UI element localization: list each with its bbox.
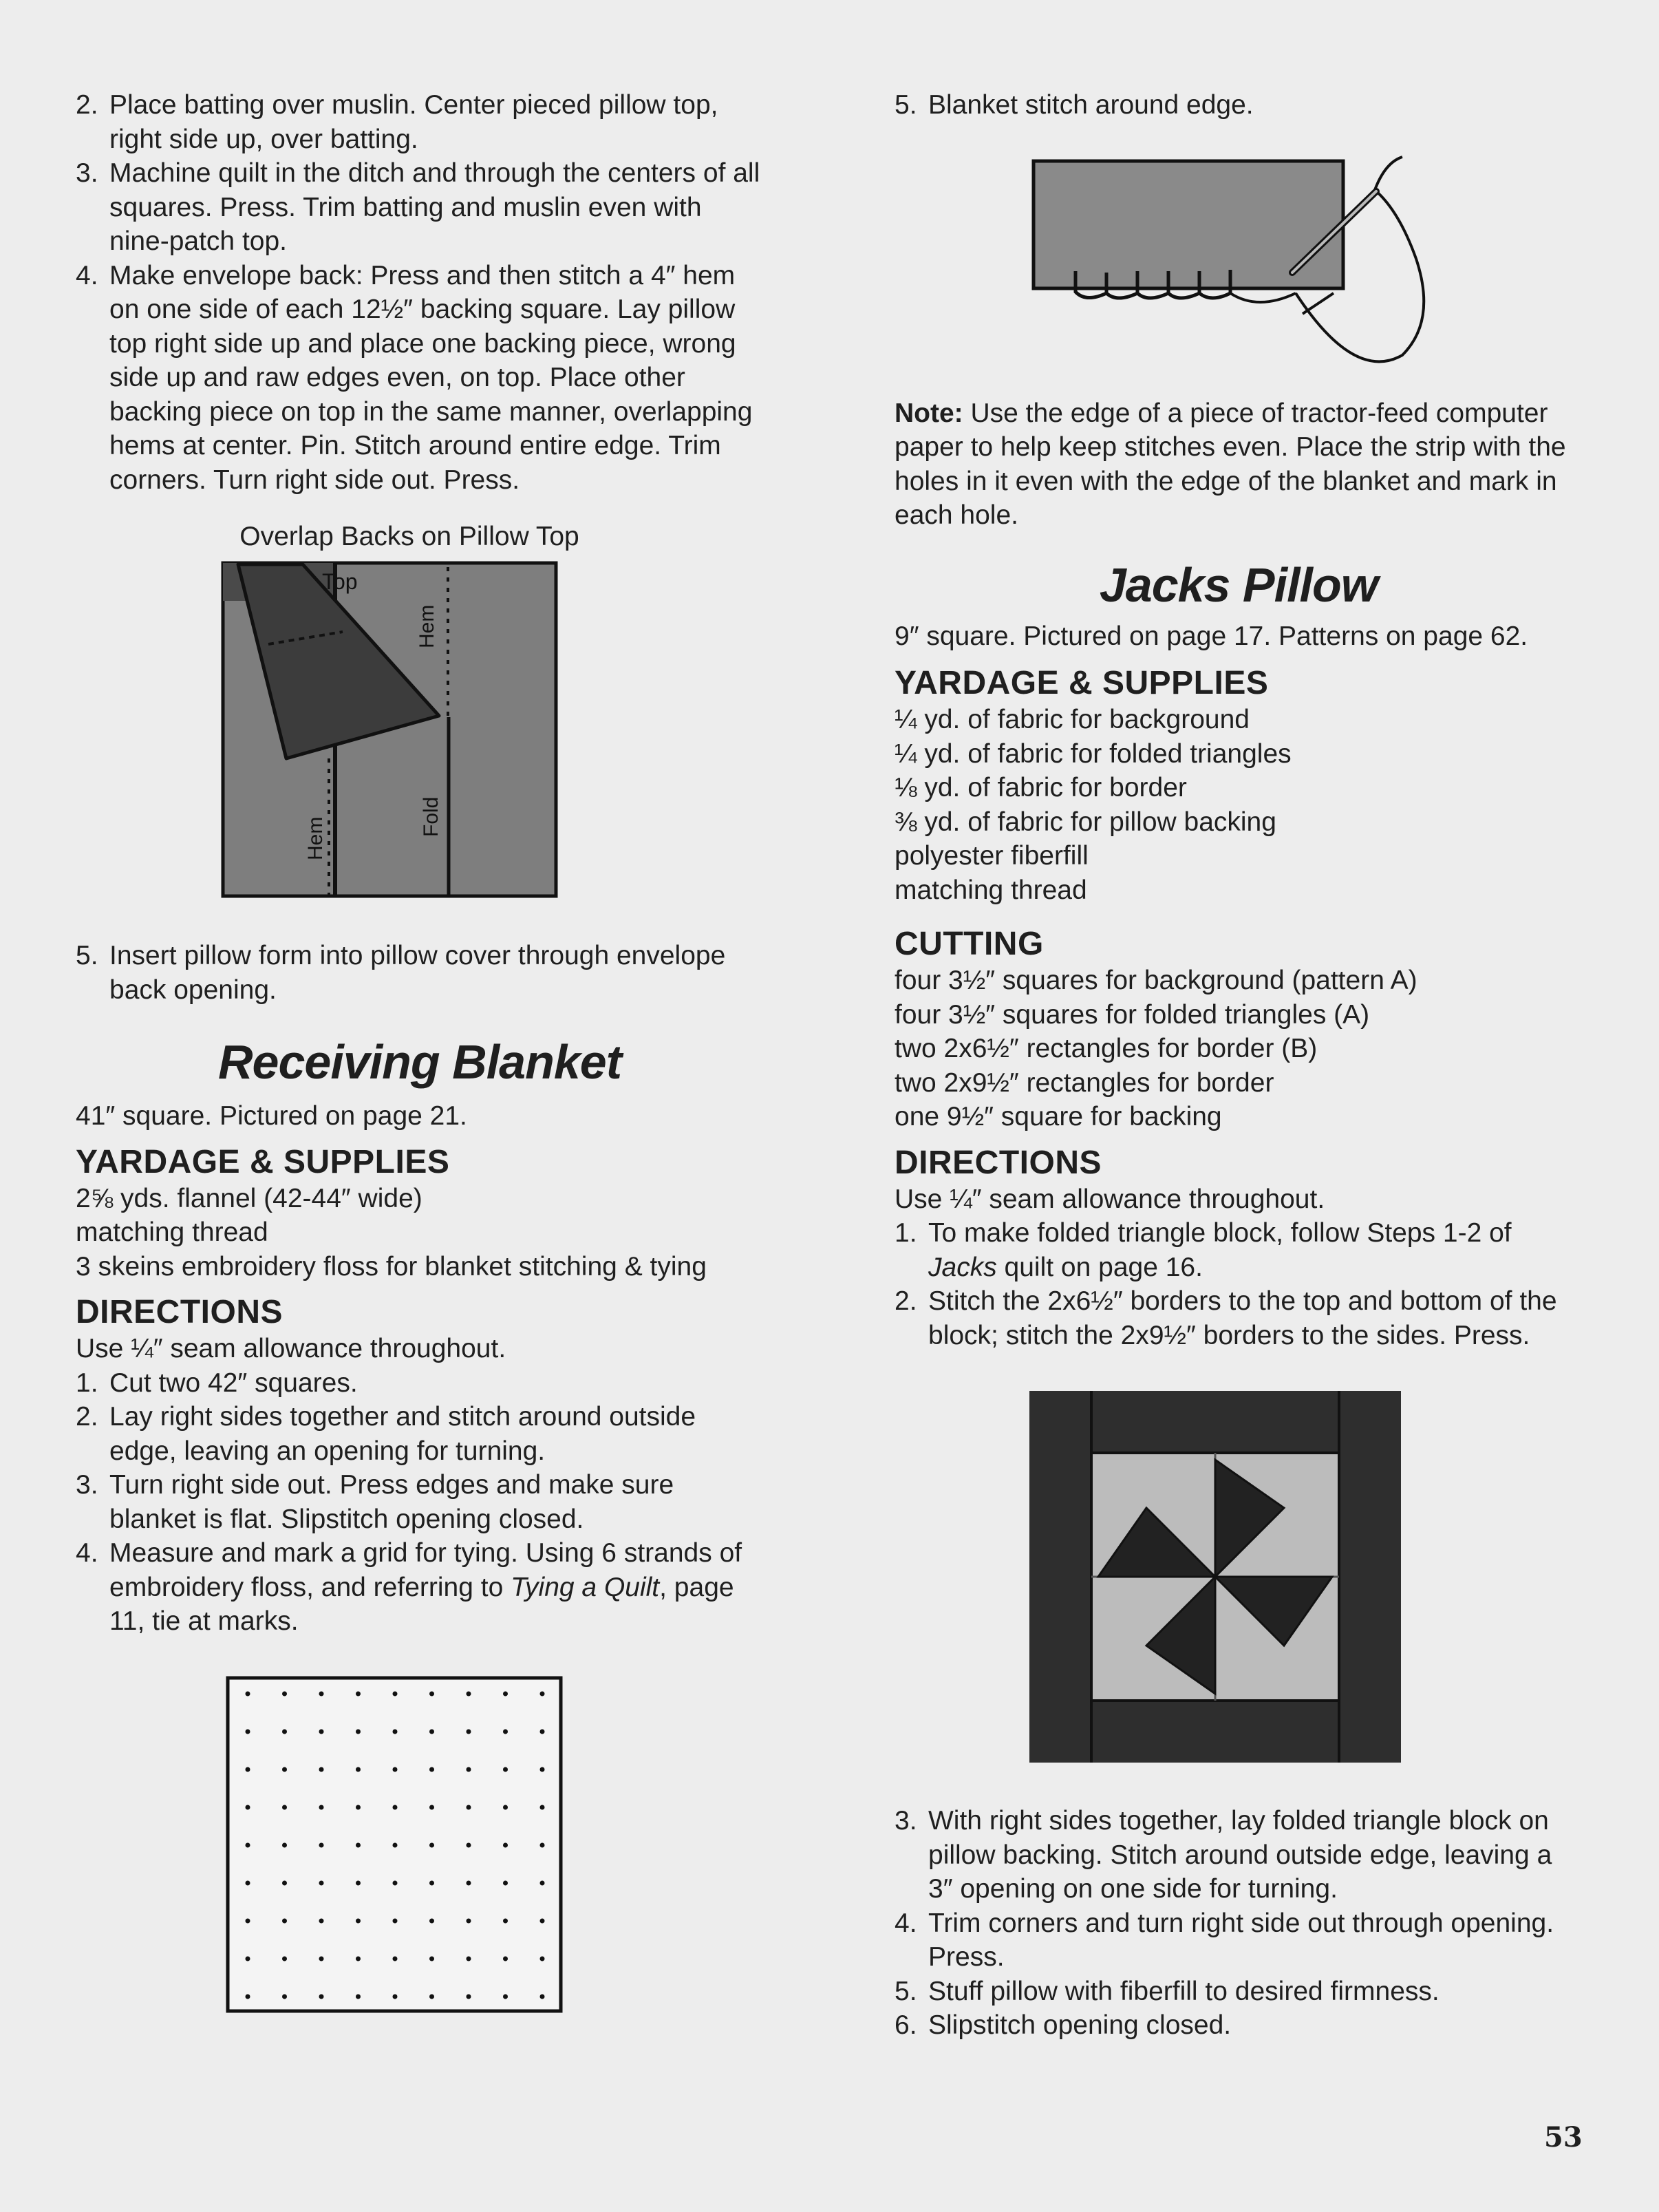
tying-mark-dot	[540, 1805, 545, 1809]
step-number: 2.	[895, 1286, 917, 1316]
tying-mark-dot	[319, 1691, 324, 1696]
tying-mark-dot	[429, 1767, 434, 1772]
tying-mark-dot	[282, 1842, 287, 1847]
jacks-block-diagram	[1029, 1391, 1401, 1763]
note-text: Use the edge of a piece of tractor-feed computer paper to help keep stitches even. Place the strip with the holes in it even with the edge of the blanket and mark in each hole.	[895, 398, 1566, 530]
diagram-caption: Overlap Backs on Pillow Top	[239, 522, 579, 551]
list-item: four 3½″ squares for background (pattern A)	[895, 966, 1417, 995]
list-item	[895, 1216, 1583, 1284]
step-text-after: quilt on page 16.	[996, 1252, 1203, 1282]
tying-mark-dot	[282, 1729, 287, 1734]
tying-mark-dot	[393, 1805, 398, 1809]
step-text: With right sides together, lay folded triangle block on pillow backing. Stitch around outside edge, leaving a 3″ opening on one side for turning.	[928, 1806, 1552, 1904]
tying-mark-dot	[429, 1918, 434, 1923]
blanket-stitch-diagram	[1031, 156, 1444, 376]
tying-mark-dot	[246, 1880, 250, 1885]
list-item: two 2x6½″ rectangles for border (B)	[895, 1034, 1318, 1063]
tying-grid-diagram	[226, 1676, 563, 2013]
list-item: ⅛ yd. of fabric for border	[895, 773, 1187, 802]
list-item	[895, 1975, 1583, 2009]
tying-mark-dot	[246, 1767, 250, 1772]
tying-mark-dot	[282, 1956, 287, 1961]
tying-mark-dot	[503, 1956, 508, 1961]
blanket-intro: 41″ square. Pictured on page 21.	[76, 1101, 467, 1131]
list-item	[76, 1468, 764, 1536]
tying-mark-dot	[467, 1805, 471, 1809]
tying-mark-dot	[503, 1691, 508, 1696]
list-item: polyester fiberfill	[895, 841, 1089, 871]
blanket-step-5	[895, 88, 1583, 123]
step-text-after: , page 11, tie at marks.	[109, 1572, 734, 1636]
pillow-step-5	[76, 939, 764, 1007]
tying-mark-dot	[503, 1880, 508, 1885]
list-item: 3 skeins embroidery floss for blanket stitching & tying	[76, 1251, 707, 1282]
tying-mark-dot	[319, 1842, 324, 1847]
tying-mark-dot	[467, 1767, 471, 1772]
list-item	[76, 156, 764, 259]
jacks-yardage-heading: YARDAGE & SUPPLIES	[895, 665, 1269, 701]
jacks-supplies-list	[895, 703, 1583, 907]
blanket-steps	[76, 1366, 764, 1639]
step-text: Slipstitch opening closed.	[928, 2010, 1232, 2040]
list-item	[76, 1400, 764, 1468]
overlap-backs-diagram	[219, 559, 560, 900]
tying-mark-dot	[246, 1729, 250, 1734]
step-text-italic: Tying a Quilt	[511, 1572, 660, 1602]
list-item: two 2x9½″ rectangles for border	[895, 1067, 1274, 1098]
section-title-jacks-pillow: Jacks Pillow	[1099, 557, 1378, 612]
tying-mark-dot	[540, 1956, 545, 1961]
step-number: 1.	[76, 1368, 98, 1398]
tying-mark-dot	[429, 1880, 434, 1885]
tying-mark-dot	[282, 1994, 287, 1999]
tying-mark-dot	[503, 1767, 508, 1772]
tying-mark-dot	[356, 1691, 361, 1696]
jacks-cutting-heading: CUTTING	[895, 926, 1044, 962]
tying-mark-dot	[467, 1691, 471, 1696]
list-item: matching thread	[76, 1217, 268, 1247]
tying-mark-dot	[429, 1691, 434, 1696]
step-number: 2.	[76, 1402, 98, 1432]
tying-mark-dot	[467, 1918, 471, 1923]
tying-mark-dot	[429, 1729, 434, 1734]
list-item	[76, 1536, 764, 1639]
overlap-backs-figure	[219, 559, 560, 900]
tying-mark-dot	[503, 1842, 508, 1847]
tying-mark-dot	[246, 1691, 250, 1696]
tying-mark-dot	[356, 1880, 361, 1885]
tying-mark-dot	[356, 1956, 361, 1961]
list-item	[76, 88, 764, 156]
tying-mark-dot	[356, 1994, 361, 1999]
list-item: ¼ yd. of fabric for background	[895, 705, 1250, 734]
tying-mark-dot	[282, 1880, 287, 1885]
blanket-directions-intro: Use ¼″ seam allowance throughout.	[76, 1334, 506, 1363]
step-number: 3.	[76, 1470, 98, 1500]
tying-mark-dot	[467, 1994, 471, 1999]
step-number: 6.	[895, 2010, 917, 2040]
tying-mark-dot	[356, 1918, 361, 1923]
step-number: 5.	[895, 1976, 917, 2006]
list-item: 2⅝ yds. flannel (42-44″ wide)	[76, 1183, 422, 1213]
left-column	[76, 88, 764, 2013]
step-number: 4.	[76, 1538, 98, 1568]
tying-mark-dot	[319, 1918, 324, 1923]
blanket-yardage-heading: YARDAGE & SUPPLIES	[76, 1143, 450, 1180]
right-column	[895, 88, 1583, 2043]
step-text: Trim corners and turn right side out through opening. Press.	[928, 1908, 1554, 1972]
tying-mark-dot	[319, 1767, 324, 1772]
note-paragraph	[895, 396, 1583, 533]
tying-mark-dot	[393, 1918, 398, 1923]
blanket-stitch-figure	[1031, 156, 1444, 376]
tying-mark-dot	[393, 1994, 398, 1999]
list-item	[76, 259, 764, 498]
step-number: 4.	[76, 260, 98, 290]
tying-mark-dot	[540, 1691, 545, 1696]
tying-mark-dot	[540, 1729, 545, 1734]
jacks-intro: 9″ square. Pictured on page 17. Patterns on page 62.	[895, 621, 1528, 651]
step-text-before: Measure and mark a grid for tying. Using 6 strands of embroidery floss, and referring to	[109, 1538, 742, 1602]
tying-grid-figure	[226, 1676, 563, 2013]
tying-mark-dot	[540, 1842, 545, 1847]
list-item	[895, 1906, 1583, 1975]
step-number: 5.	[76, 941, 98, 970]
tying-mark-dot	[319, 1880, 324, 1885]
list-item	[895, 1804, 1583, 1906]
step-text-italic: Jacks	[928, 1252, 997, 1282]
tying-mark-dot	[319, 1956, 324, 1961]
tying-mark-dot	[429, 1805, 434, 1809]
step-number: 1.	[895, 1218, 917, 1248]
tying-mark-dot	[282, 1767, 287, 1772]
jacks-steps-b	[895, 1804, 1583, 2043]
step-number: 2.	[76, 90, 98, 120]
tying-mark-dot	[467, 1729, 471, 1734]
tying-mark-dot	[429, 1842, 434, 1847]
step-text: Blanket stitch around edge.	[928, 90, 1254, 120]
tying-mark-dot	[356, 1805, 361, 1809]
label-hem-top: Hem	[416, 604, 438, 648]
tying-mark-dot	[282, 1805, 287, 1809]
jacks-block-figure	[1029, 1391, 1401, 1763]
step-number: 4.	[895, 1908, 917, 1938]
list-item: ⅜ yd. of fabric for pillow backing	[895, 807, 1276, 837]
tying-mark-dot	[393, 1767, 398, 1772]
label-top: Top	[322, 569, 358, 594]
step-text: Turn right side out. Press edges and make sure blanket is flat. Slipstitch opening closed.	[109, 1470, 674, 1534]
tying-mark-dot	[467, 1956, 471, 1961]
page-number: 53	[1544, 2121, 1583, 2153]
jacks-steps-a	[895, 1216, 1583, 1352]
step-number: 5.	[895, 90, 917, 120]
tying-mark-dot	[356, 1767, 361, 1772]
list-item: ¼ yd. of fabric for folded triangles	[895, 738, 1292, 769]
jacks-cutting-list	[895, 964, 1583, 1134]
tying-mark-dot	[540, 1918, 545, 1923]
tying-mark-dot	[319, 1994, 324, 1999]
note-label: Note:	[895, 398, 963, 428]
tying-mark-dot	[540, 1767, 545, 1772]
section-title-receiving-blanket: Receiving Blanket	[218, 1035, 621, 1089]
tying-mark-dot	[429, 1956, 434, 1961]
tying-mark-dot	[282, 1918, 287, 1923]
step-text: Cut two 42″ squares.	[109, 1368, 358, 1398]
tying-mark-dot	[356, 1842, 361, 1847]
tying-mark-dot	[467, 1880, 471, 1885]
step-text: Insert pillow form into pillow cover through envelope back opening.	[109, 941, 726, 1005]
tying-mark-dot	[319, 1729, 324, 1734]
tying-mark-dot	[393, 1880, 398, 1885]
tying-mark-dot	[393, 1956, 398, 1961]
tying-mark-dot	[393, 1729, 398, 1734]
step-text: Machine quilt in the ditch and through the centers of all squares. Press. Trim batting and muslin even with nine-patch top.	[109, 158, 760, 256]
label-hem-bottom: Hem	[304, 816, 327, 860]
step-number: 3.	[895, 1806, 917, 1836]
step-text: Make envelope back: Press and then stitch a 4″ hem on one side of each 12½″ backing square. Lay pillow top right side up and place one backing piece, wrong side up and raw edges even, on top. Place other backing piece on top in the same manner, overlapping hems at center. Pin. Stitch around entire edge. Trim corners. Turn right side out. Press.	[109, 260, 753, 495]
list-item: four 3½″ squares for folded triangles (A)	[895, 999, 1370, 1030]
step-text-before: To make folded triangle block, follow Steps 1-2 of	[928, 1218, 1512, 1248]
step-number: 3.	[76, 158, 98, 188]
tying-mark-dot	[246, 1842, 250, 1847]
tying-mark-dot	[356, 1729, 361, 1734]
list-item	[76, 939, 764, 1007]
list-item	[895, 88, 1583, 123]
tying-mark-dot	[503, 1805, 508, 1809]
tying-mark-dot	[246, 1994, 250, 1999]
step-text: Stuff pillow with fiberfill to desired firmness.	[928, 1976, 1439, 2006]
tying-mark-dot	[503, 1918, 508, 1923]
blanket-directions-heading: DIRECTIONS	[76, 1294, 283, 1330]
tying-mark-dot	[503, 1729, 508, 1734]
jacks-directions-intro: Use ¼″ seam allowance throughout.	[895, 1184, 1325, 1214]
step-text: Lay right sides together and stitch around outside edge, leaving an opening for turning.	[109, 1402, 696, 1466]
list-item: matching thread	[895, 875, 1087, 905]
tying-mark-dot	[393, 1691, 398, 1696]
step-text: Stitch the 2x6½″ borders to the top and bottom of the block; stitch the 2x9½″ borders to the sides. Press.	[928, 1286, 1557, 1350]
tying-mark-dot	[246, 1918, 250, 1923]
tying-mark-dot	[282, 1691, 287, 1696]
tying-mark-dot	[540, 1880, 545, 1885]
label-fold: Fold	[420, 796, 442, 837]
tying-mark-dot	[540, 1994, 545, 1999]
tying-mark-dot	[393, 1842, 398, 1847]
tying-mark-dot	[246, 1956, 250, 1961]
blanket-supplies-list	[76, 1182, 764, 1284]
tying-mark-dot	[503, 1994, 508, 1999]
tying-mark-dot	[429, 1994, 434, 1999]
list-item	[76, 1366, 764, 1401]
list-item	[895, 2008, 1583, 2043]
tying-mark-dot	[319, 1805, 324, 1809]
list-item	[895, 1284, 1583, 1352]
tying-mark-dot	[467, 1842, 471, 1847]
jacks-directions-heading: DIRECTIONS	[895, 1144, 1102, 1181]
list-item: one 9½″ square for backing	[895, 1102, 1222, 1131]
step-text: Place batting over muslin. Center pieced pillow top, right side up, over batting.	[109, 90, 718, 154]
tying-mark-dot	[246, 1805, 250, 1809]
pillow-steps-top	[76, 88, 764, 497]
